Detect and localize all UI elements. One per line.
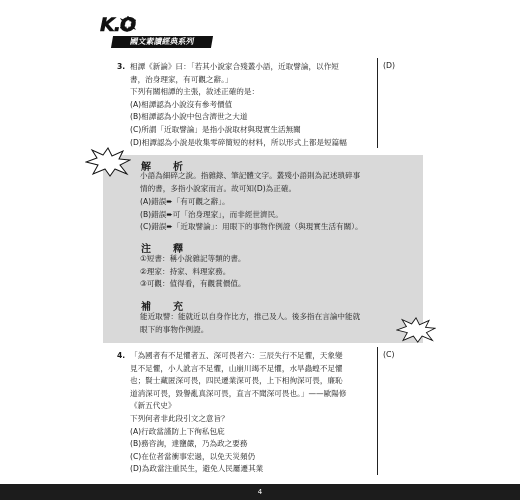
page-number: 4 <box>257 488 263 496</box>
supplement-burst-icon <box>396 316 436 344</box>
question-4-line: 《新五代史》 <box>130 401 176 411</box>
question-4-line: 道消深可畏，毀譽亂真深可畏，直言不聞深可畏也。」——歐陽修 <box>130 388 347 398</box>
notes-body <box>140 253 246 291</box>
supplement-line: 眼下的事物作例證。 <box>140 324 209 334</box>
explanation-line: 小語為細碎之說。指雜錄、筆記體文字。叢殘小語則為記述瑣碎事 <box>140 171 361 180</box>
explanation-line: 情的書，多指小說家而言。故可知(D)為正確。 <box>140 183 297 193</box>
question-3-line: 相譚《新論》曰：「若其小說家合殘叢小語，近取譬論，以作短 <box>130 62 339 71</box>
question-3-option-d: (D)相譚認為小說是收集零碎簡短的材料，所以形式上都是短篇幅 <box>130 137 347 147</box>
series-logo <box>100 14 212 50</box>
question-4-option-d: (D)為政當注重民生，避免人民屢遷其業 <box>130 464 264 474</box>
question-3-answer: (D) <box>383 61 396 70</box>
logo-ko-text: K.O <box>100 14 136 36</box>
explanation-burst-icon <box>85 147 131 177</box>
question-3-number: 3. <box>117 62 126 71</box>
question-4-line: 「為國者有不足懼者五、深可畏者六：三辰失行不足懼，天象變 <box>130 351 343 360</box>
note-line: ②理家：持家、料理家務。 <box>140 266 231 276</box>
supplement-line: 能近取譬：能就近以自身作比方，推己及人。後多指在言論中能就 <box>140 312 361 321</box>
question-3-option-c: (C)所謂「近取譬論」是指小說取材與現實生活無關 <box>130 124 301 134</box>
explanation-line: (A)錯誤➨「有可觀之辭」。 <box>140 197 230 207</box>
logo-series-title: 國文素讀經典系列 <box>111 36 213 48</box>
question-4-line: 下列何者非此段引文之意旨？ <box>130 413 229 423</box>
question-4-stem <box>130 350 346 476</box>
supplement-body <box>140 311 360 336</box>
question-3-option-a: (A)相譚認為小說沒有參考價值 <box>130 99 233 109</box>
supplement-title: 補 充 <box>141 302 189 313</box>
question-3-line: 書，治身理家，有可觀之辭。」 <box>130 74 233 84</box>
note-line: ①短書：稱小說雜記等類的書。 <box>140 254 246 263</box>
question-4-line: 也；賢士藏匿深可畏，四民遷業深可畏，上下相徇深可畏，廉恥 <box>130 376 343 386</box>
question-4-option-a: (A)行政當謹防上下徇私包庇 <box>130 426 225 436</box>
explanation-line: (B)錯誤➨可「治身理家」，而非經世濟民。 <box>140 209 283 219</box>
question-4-line: 見不足懼，小人訛言不足懼，山崩川竭不足懼，水旱蟲蝗不足懼 <box>130 363 343 373</box>
question-3-option-b: (B)相譚認為小說中包含濟世之大道 <box>130 112 248 122</box>
answer-divider <box>377 347 378 475</box>
question-3-stem <box>130 61 347 149</box>
notes-title: 注 釋 <box>141 244 189 255</box>
note-line: ③可觀：值得看，有觀賞價值。 <box>140 279 246 289</box>
question-4-number: 4. <box>117 351 126 360</box>
explanation-line: (C)錯誤➨「近取譬論」：用眼下的事物作例證（與現實生活有關）。 <box>140 222 363 232</box>
explanation-body <box>140 170 363 234</box>
explanation-title: 解 析 <box>141 162 189 173</box>
question-4-answer: (C) <box>383 350 395 359</box>
question-4-option-b: (B)務咨詢，達鹽嚴，乃為政之要務 <box>130 439 248 449</box>
question-3-line: 下列有關相譚的主張，敘述正確的是： <box>130 87 260 97</box>
answer-divider <box>377 58 378 148</box>
question-4-option-c: (C)在位者當衝事宏過，以免天災頻仍 <box>130 451 256 461</box>
